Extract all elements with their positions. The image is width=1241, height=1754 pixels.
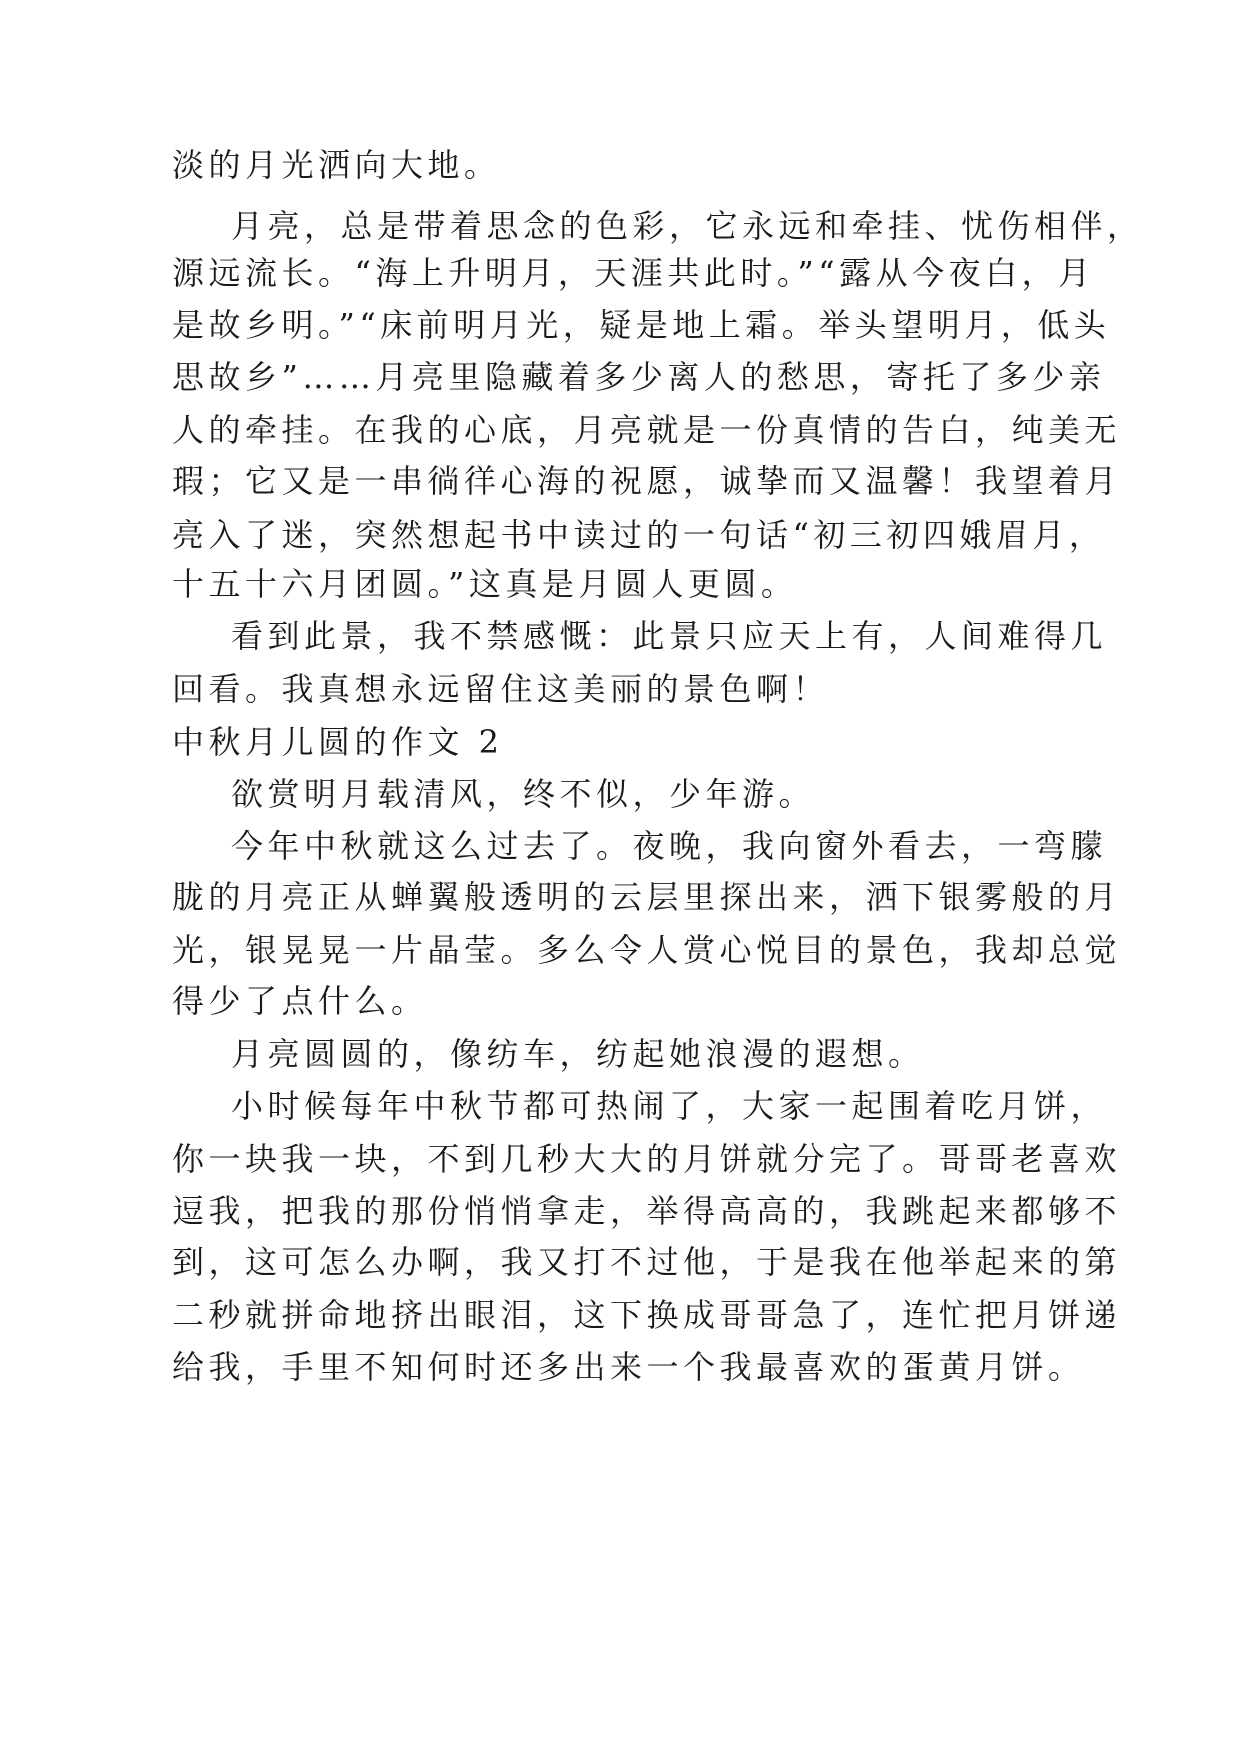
paragraph-line: 小时候每年中秋节都可热闹了，大家一起围着吃月饼， bbox=[231, 1087, 1108, 1125]
paragraph-line: 淡的月光洒向大地。 bbox=[172, 146, 501, 184]
paragraph-line: 人的牵挂。在我的心底，月亮就是一份真情的告白，纯美无 bbox=[172, 411, 1122, 449]
paragraph-line: 是故乡明。”“床前明月光，疑是地上霜。举头望明月，低头 bbox=[172, 306, 1111, 344]
paragraph-line: 月亮，总是带着思念的色彩，它永远和牵挂、忧伤相伴， bbox=[231, 207, 1144, 245]
paragraph-line: 今年中秋就这么过去了。夜晚，我向窗外看去，一弯朦 bbox=[231, 827, 1108, 865]
paragraph-line: 给我，手里不知何时还多出来一个我最喜欢的蛋黄月饼。 bbox=[172, 1348, 1085, 1386]
paragraph-line: 瑕；它又是一串徜徉心海的祝愿，诚挚而又温馨！我望着月 bbox=[172, 462, 1122, 500]
paragraph-line: 二秒就拼命地挤出眼泪，这下换成哥哥急了，连忙把月饼递 bbox=[172, 1296, 1122, 1334]
paragraph-line: 欲赏明月载清风，终不似，少年游。 bbox=[231, 775, 816, 813]
paragraph-line: 光，银晃晃一片晶莹。多么令人赏心悦目的景色，我却总觉 bbox=[172, 931, 1122, 969]
paragraph-line: 胧的月亮正从蝉翼般透明的云层里探出来，洒下银雾般的月 bbox=[172, 878, 1122, 916]
section-heading: 中秋月儿圆的作文 2 bbox=[172, 723, 504, 761]
paragraph-line: 源远流长。“海上升明月，天涯共此时。”“露从今夜白，月 bbox=[172, 254, 1095, 292]
paragraph-line: 你一块我一块，不到几秒大大的月饼就分完了。哥哥老喜欢 bbox=[172, 1140, 1122, 1178]
paragraph-line: 亮入了迷，突然想起书中读过的一句话“初三初四娥眉月， bbox=[172, 516, 1106, 554]
paragraph-line: 思故乡”……月亮里隐藏着多少离人的愁思，寄托了多少亲 bbox=[172, 358, 1106, 396]
paragraph-line: 到，这可怎么办啊，我又打不过他，于是我在他举起来的第 bbox=[172, 1243, 1122, 1281]
paragraph-line: 逗我，把我的那份悄悄拿走，举得高高的，我跳起来都够不 bbox=[172, 1192, 1122, 1230]
paragraph-line: 十五十六月团圆。”这真是月圆人更圆。 bbox=[172, 565, 798, 603]
paragraph-line: 看到此景，我不禁感慨：此景只应天上有，人间难得几 bbox=[231, 617, 1108, 655]
paragraph-line: 月亮圆圆的，像纺车，纺起她浪漫的遐想。 bbox=[231, 1035, 925, 1073]
paragraph-line: 得少了点什么。 bbox=[172, 982, 428, 1020]
paragraph-line: 回看。我真想永远留住这美丽的景色啊！ bbox=[172, 670, 830, 708]
